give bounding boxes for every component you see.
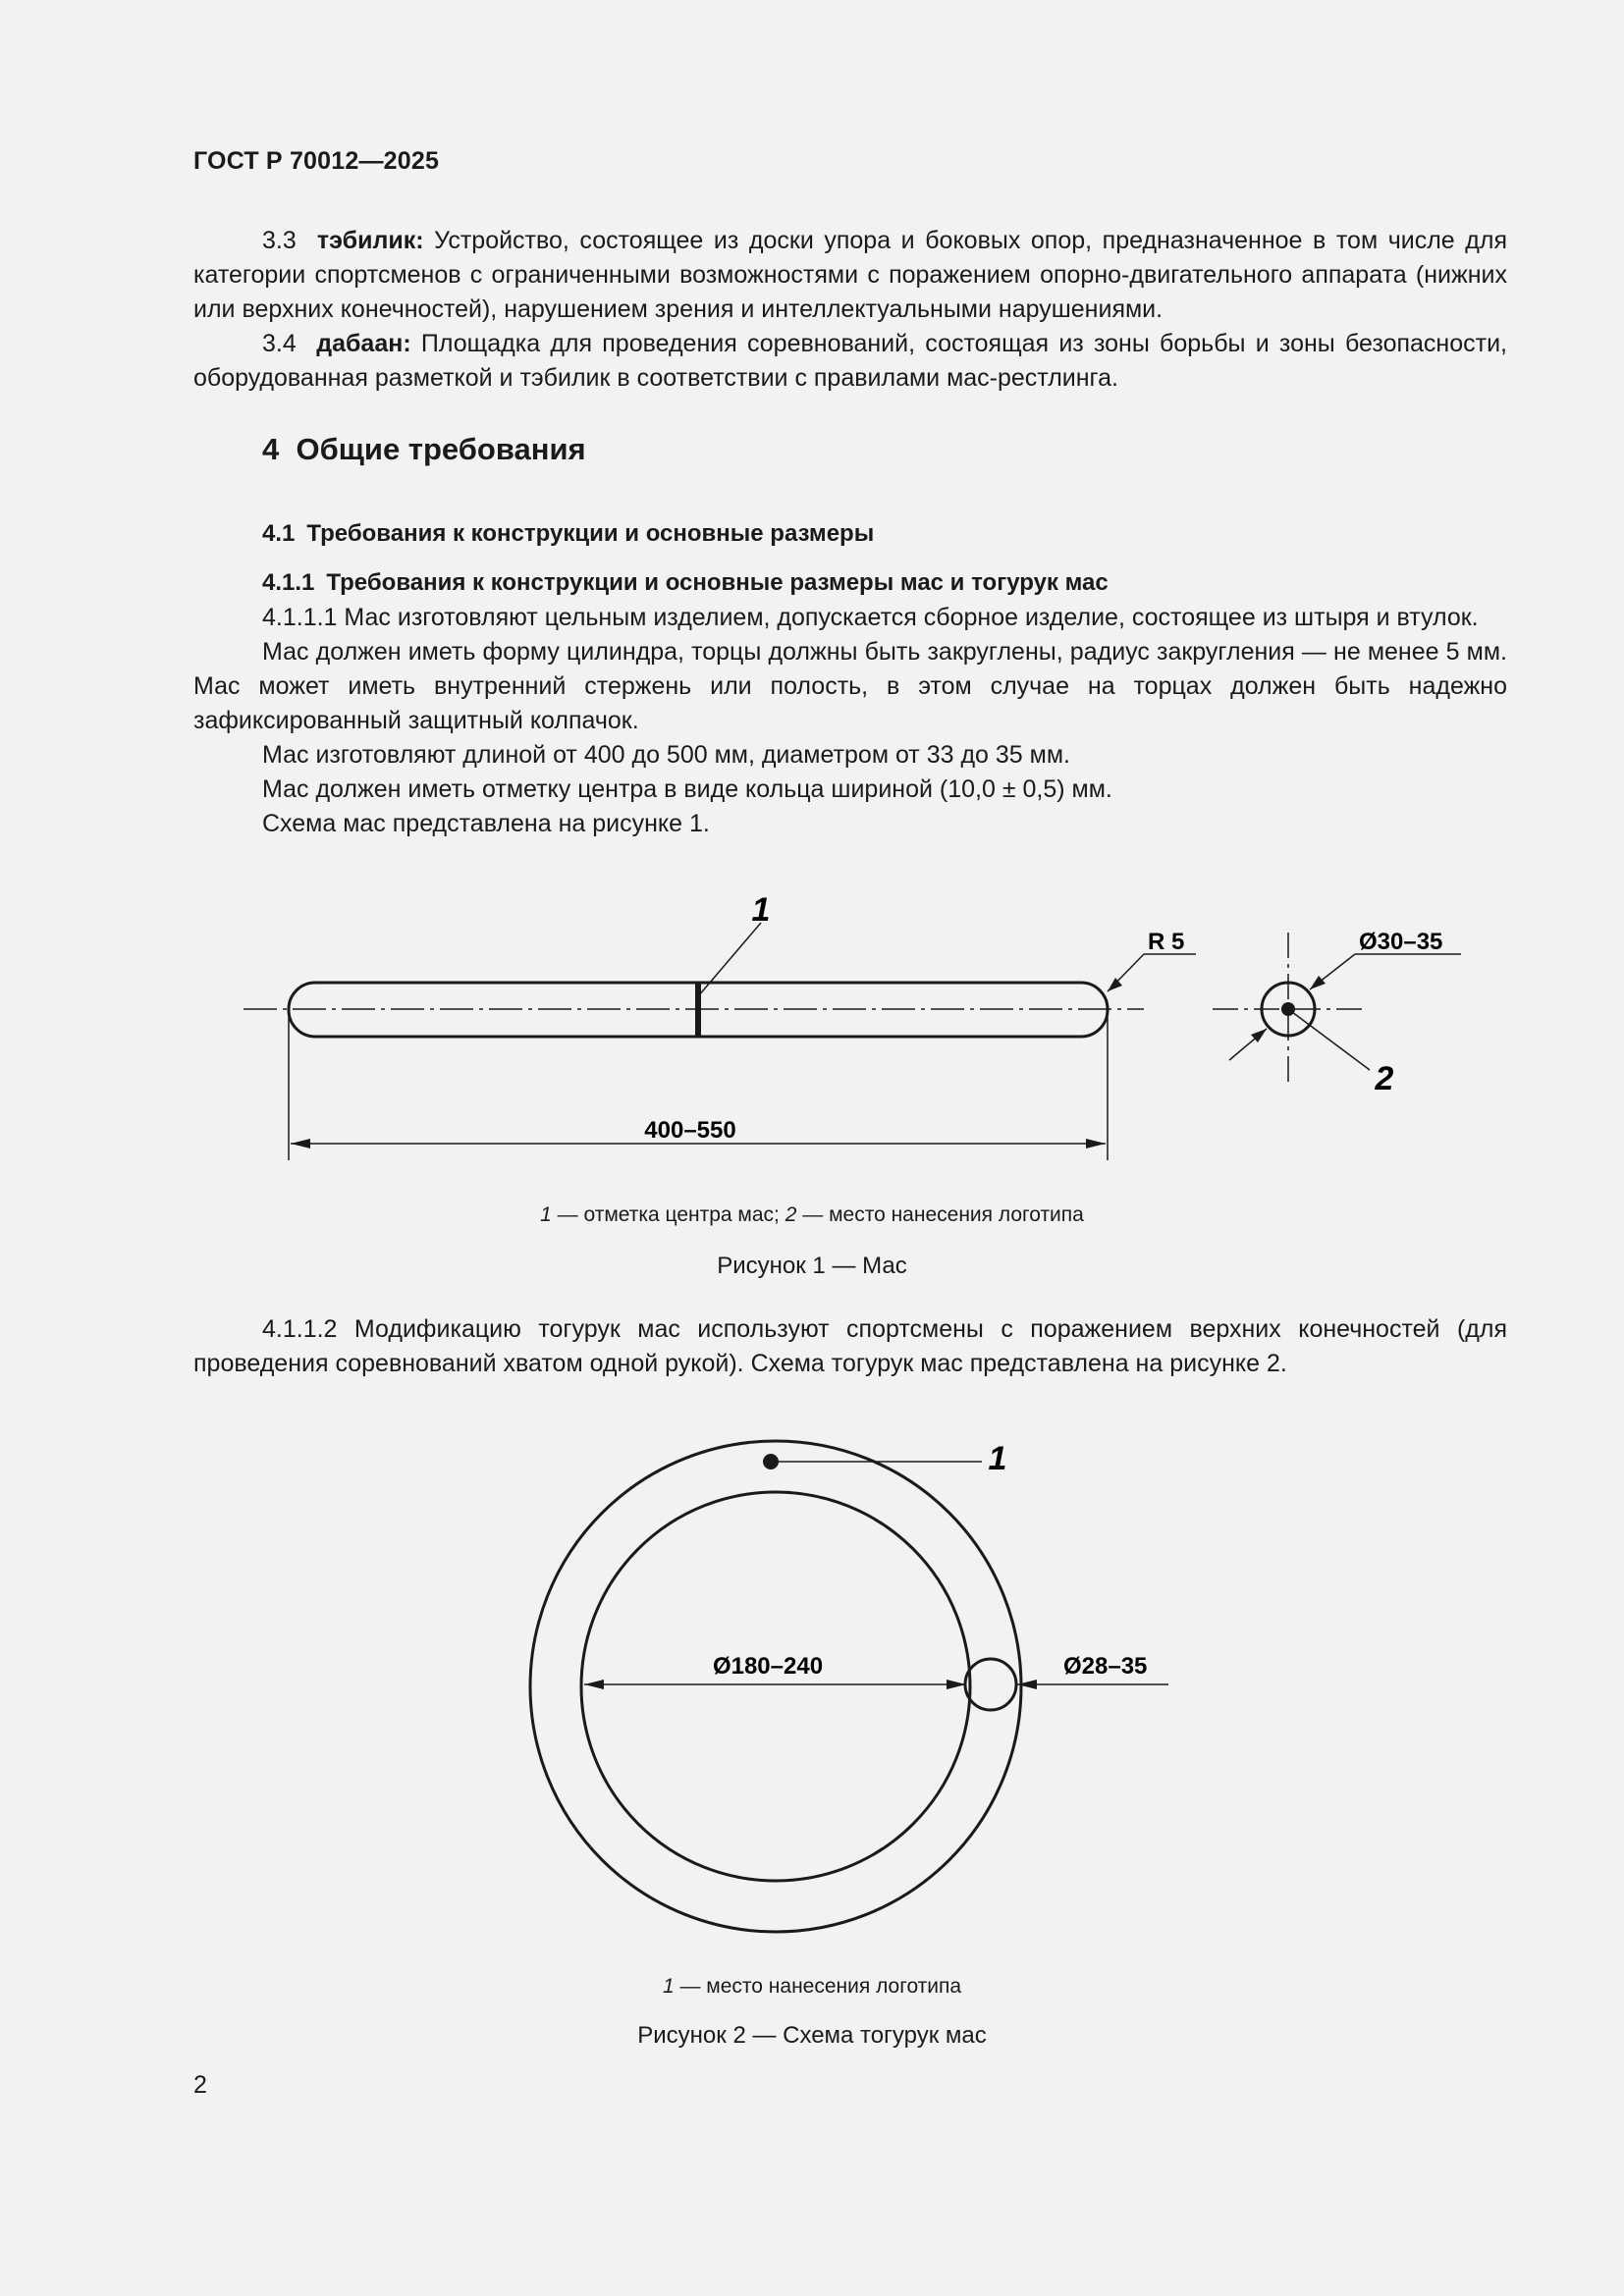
figure-1-title: Рисунок 1 — Мас bbox=[717, 1253, 907, 1279]
figure-1-legend bbox=[0, 1203, 1624, 1227]
definition-number: 3.3 bbox=[262, 227, 297, 254]
legend-text: — отметка центра мас; bbox=[551, 1203, 785, 1226]
definition-text: Площадка для проведения соревнований, состоящая из зоны борьбы и зоны безопасности, оборудованная разметкой и тэбилик в соответствии с правилами мас-рестлинга. bbox=[193, 330, 1507, 392]
page-number: 2 bbox=[193, 2071, 207, 2099]
document-number: ГОСТ Р 70012—2025 bbox=[193, 147, 440, 175]
leader-line-2 bbox=[1288, 1009, 1370, 1070]
arrow-r5 bbox=[1108, 978, 1122, 991]
arrow-right bbox=[1086, 1139, 1106, 1148]
leader-line-1 bbox=[698, 923, 761, 996]
label-section-diameter: Ø28–35 bbox=[1063, 1653, 1148, 1680]
label-inner-diameter: Ø180–240 bbox=[712, 1653, 824, 1680]
legend-number: 1 bbox=[540, 1203, 552, 1226]
label-2: 2 bbox=[1375, 1060, 1394, 1097]
paragraph: Мас изготовляют длиной от 400 до 500 мм, диаметром от 33 до 35 мм. bbox=[262, 741, 1070, 769]
legend-number: 2 bbox=[785, 1203, 797, 1226]
label-length: 400–550 bbox=[644, 1117, 736, 1144]
definition-number: 3.4 bbox=[262, 330, 297, 357]
label-diameter: Ø30–35 bbox=[1359, 929, 1443, 955]
figure-2-drawing bbox=[0, 1394, 1624, 2061]
logo-point bbox=[1281, 1002, 1295, 1016]
logo-point bbox=[763, 1454, 779, 1469]
label-radius: R 5 bbox=[1148, 929, 1185, 955]
definition-text: Устройство, состоящее из доски упора и боковых опор, предназначенное в том числе для категории спортсменов с ограниченными возможностями с поражением опорно-двигательного аппарата (нижних или верхних конечностей), нарушением зрения и интеллектуальными нарушениями. bbox=[193, 227, 1507, 323]
label-1: 1 bbox=[751, 891, 771, 929]
ring-inner bbox=[581, 1492, 970, 1881]
definition-term: тэбилик: bbox=[316, 227, 424, 254]
paragraph: Схема мас представлена на рисунке 1. bbox=[262, 810, 710, 837]
definition-term: дабаан: bbox=[316, 330, 411, 357]
legend-text: — место нанесения логотипа bbox=[674, 1975, 962, 1998]
legend-number: 1 bbox=[662, 1975, 675, 1998]
legend-text: — место нанесения логотипа bbox=[796, 1203, 1084, 1226]
arrow-left bbox=[291, 1139, 310, 1148]
section-title: Общие требования bbox=[296, 432, 586, 466]
label-1: 1 bbox=[988, 1440, 1007, 1477]
section-number: 4 bbox=[262, 432, 280, 466]
section-number: 4.1.1 bbox=[262, 569, 315, 596]
figure-2-title: Рисунок 2 — Схема тогурук мас bbox=[637, 2022, 987, 2049]
section-number: 4.1 bbox=[262, 520, 296, 547]
paragraph: 4.1.1.2 Модификацию тогурук мас используют спортсмены с поражением верхних конечностей (для проведения соревнований хватом одной рукой). Схема тогурук мас представлена на рисунке 2. bbox=[193, 1315, 1507, 1377]
figure-2-legend bbox=[0, 1975, 1624, 1999]
paragraph-4-1-1-2-block bbox=[193, 1312, 1507, 1381]
section-title: Требования к конструкции и основные размеры мас и тогурук мас bbox=[326, 569, 1109, 596]
section-title: Требования к конструкции и основные размеры bbox=[306, 520, 875, 547]
ring-cross-section bbox=[965, 1659, 1016, 1710]
paragraph: Мас должен иметь отметку центра в виде кольца шириной (10,0 ± 0,5) мм. bbox=[262, 775, 1112, 803]
paragraph: 4.1.1.1 Мас изготовляют цельным изделием, допускается сборное изделие, состоящее из штыря и втулок. bbox=[262, 604, 1479, 631]
arrow-left bbox=[584, 1680, 604, 1689]
arrow-diameter-high bbox=[1310, 976, 1326, 989]
arrow-right bbox=[947, 1680, 966, 1689]
paragraph: Мас должен иметь форму цилиндра, торцы должны быть закруглены, радиус закругления — не менее 5 мм. Мас может иметь внутренний стержень или полость, в этом случае на торцах должен быть надежно зафиксированный защитный колпачок. bbox=[193, 638, 1507, 734]
